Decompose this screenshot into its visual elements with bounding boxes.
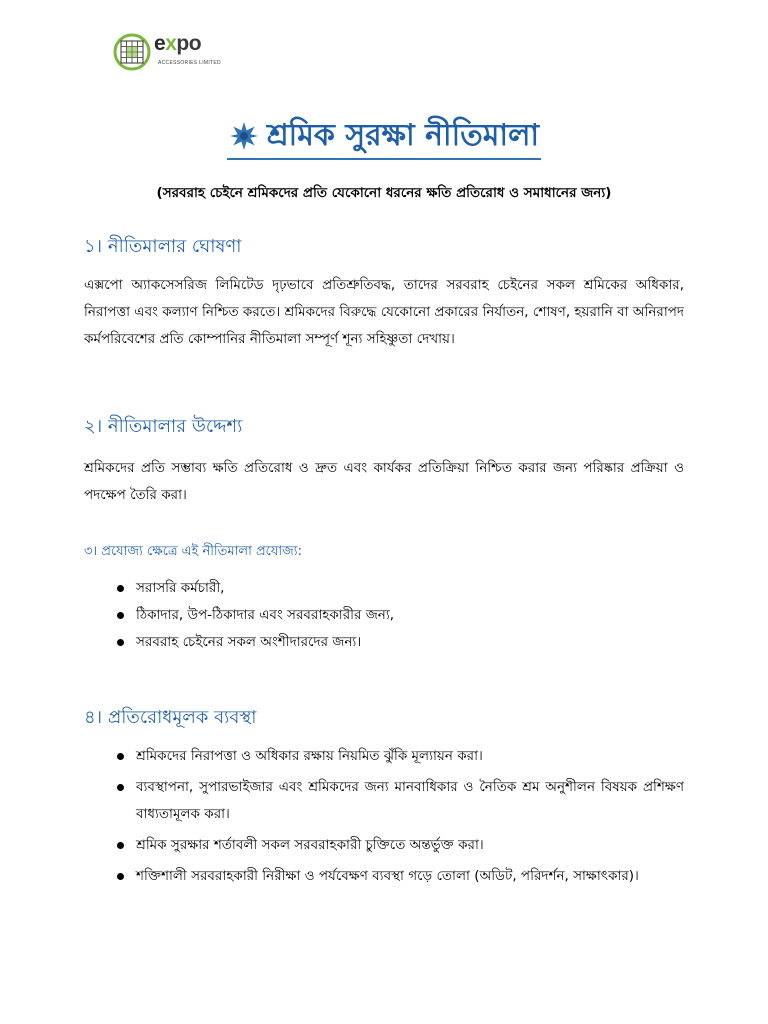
- list-item: ব্যবস্থাপনা, সুপারভাইজার এবং শ্রমিকদের জন্য মানবাধিকার ও নৈতিক শ্রম অনুশীলন বিষয়ক প্রশিক্ষণ বাধ্যতামূলক করা।: [84, 774, 684, 828]
- section-heading-scope: ৩। প্রযোজ্য ক্ষেত্রে এই নীতিমালা প্রযোজ্য:: [84, 544, 302, 559]
- list-item: সরবরাহ চেইনের সকল অংশীদারদের জন্য।: [84, 629, 684, 656]
- list-item: ঠিকাদার, উপ-ঠিকাদার এবং সরবরাহকারীর জন্য,: [84, 602, 684, 629]
- bullet-icon: [117, 753, 124, 760]
- logo-subtitle: ACCESSORIES LIMITED: [158, 60, 221, 66]
- preventive-list: [84, 743, 684, 890]
- bullet-icon: [117, 842, 124, 849]
- section-paragraph-objective: শ্রমিকদের প্রতি সম্ভাব্য ক্ষতি প্রতিরোধ ও দ্রুত এবং কার্যকর প্রতিক্রিয়া নিশ্চিত করার জন্য পরিষ্কার প্রক্রিয়া ও পদক্ষেপ তৈরি করা।: [84, 460, 684, 503]
- bullet-icon: [117, 784, 124, 791]
- bullet-icon: [117, 612, 124, 619]
- page-title-text: শ্রমিক সুরক্ষা নীতিমালা: [266, 118, 540, 153]
- bullet-icon: [117, 873, 124, 880]
- company-logo: [110, 28, 220, 76]
- list-item: সরাসরি কর্মচারী,: [84, 575, 684, 602]
- section-heading-preventive: ৪। প্রতিরোধমূলক ব্যবস্থা: [84, 707, 257, 728]
- section-paragraph-declaration: এক্সপো অ্যাকসেসরিজ লিমিটেড দৃঢ়ভাবে প্রতিশ্রুতিবদ্ধ, তাদের সরবরাহ চেইনের সকল শ্রমিকের অধিকার, নিরাপত্তা এবং কল্যাণ নিশ্চিত করতে। শ্রমিকদের বিরুদ্ধে যেকোনো প্রকারের নির্যাতন, শোষণ, হয়রানি বা অনিরাপদ কর্মপরিবেশের প্রতি কোম্পানির নীতিমালা সম্পূর্ণ শূন্য সহিষ্ণুতা দেখায়।: [84, 277, 684, 347]
- list-item: শ্রমিক সুরক্ষার শর্তাবলী সকল সরবরাহকারী চুক্তিতে অন্তর্ভুক্ত করা।: [84, 832, 684, 859]
- title-block: [0, 116, 768, 160]
- section-heading-declaration: ১। নীতিমালার ঘোষণা: [84, 236, 242, 257]
- logo-wordmark: expo: [154, 32, 202, 55]
- expo-grid-logo-icon: [110, 28, 158, 76]
- bullet-icon: [117, 639, 124, 646]
- list-item: শ্রমিকদের নিরাপত্তা ও অধিকার রক্ষায় নিয়মিত ঝুঁকি মূল্যায়ন করা।: [84, 743, 684, 770]
- bullet-icon: [117, 585, 124, 592]
- section-heading-objective: ২। নীতিমালার উদ্দেশ্য: [84, 416, 243, 437]
- list-item: শক্তিশালী সরবরাহকারী নিরীক্ষা ও পর্যবেক্ষণ ব্যবস্থা গড়ে তোলা (অডিট, পরিদর্শন, সাক্ষাৎকার)।: [84, 863, 684, 890]
- scope-list: [84, 575, 684, 656]
- blue-star-icon: [229, 121, 259, 151]
- page-title: [227, 116, 541, 160]
- page-subtitle: (সরবরাহ চেইনে শ্রমিকদের প্রতি যেকোনো ধরনের ক্ষতি প্রতিরোধ ও সমাধানের জন্য): [156, 185, 612, 201]
